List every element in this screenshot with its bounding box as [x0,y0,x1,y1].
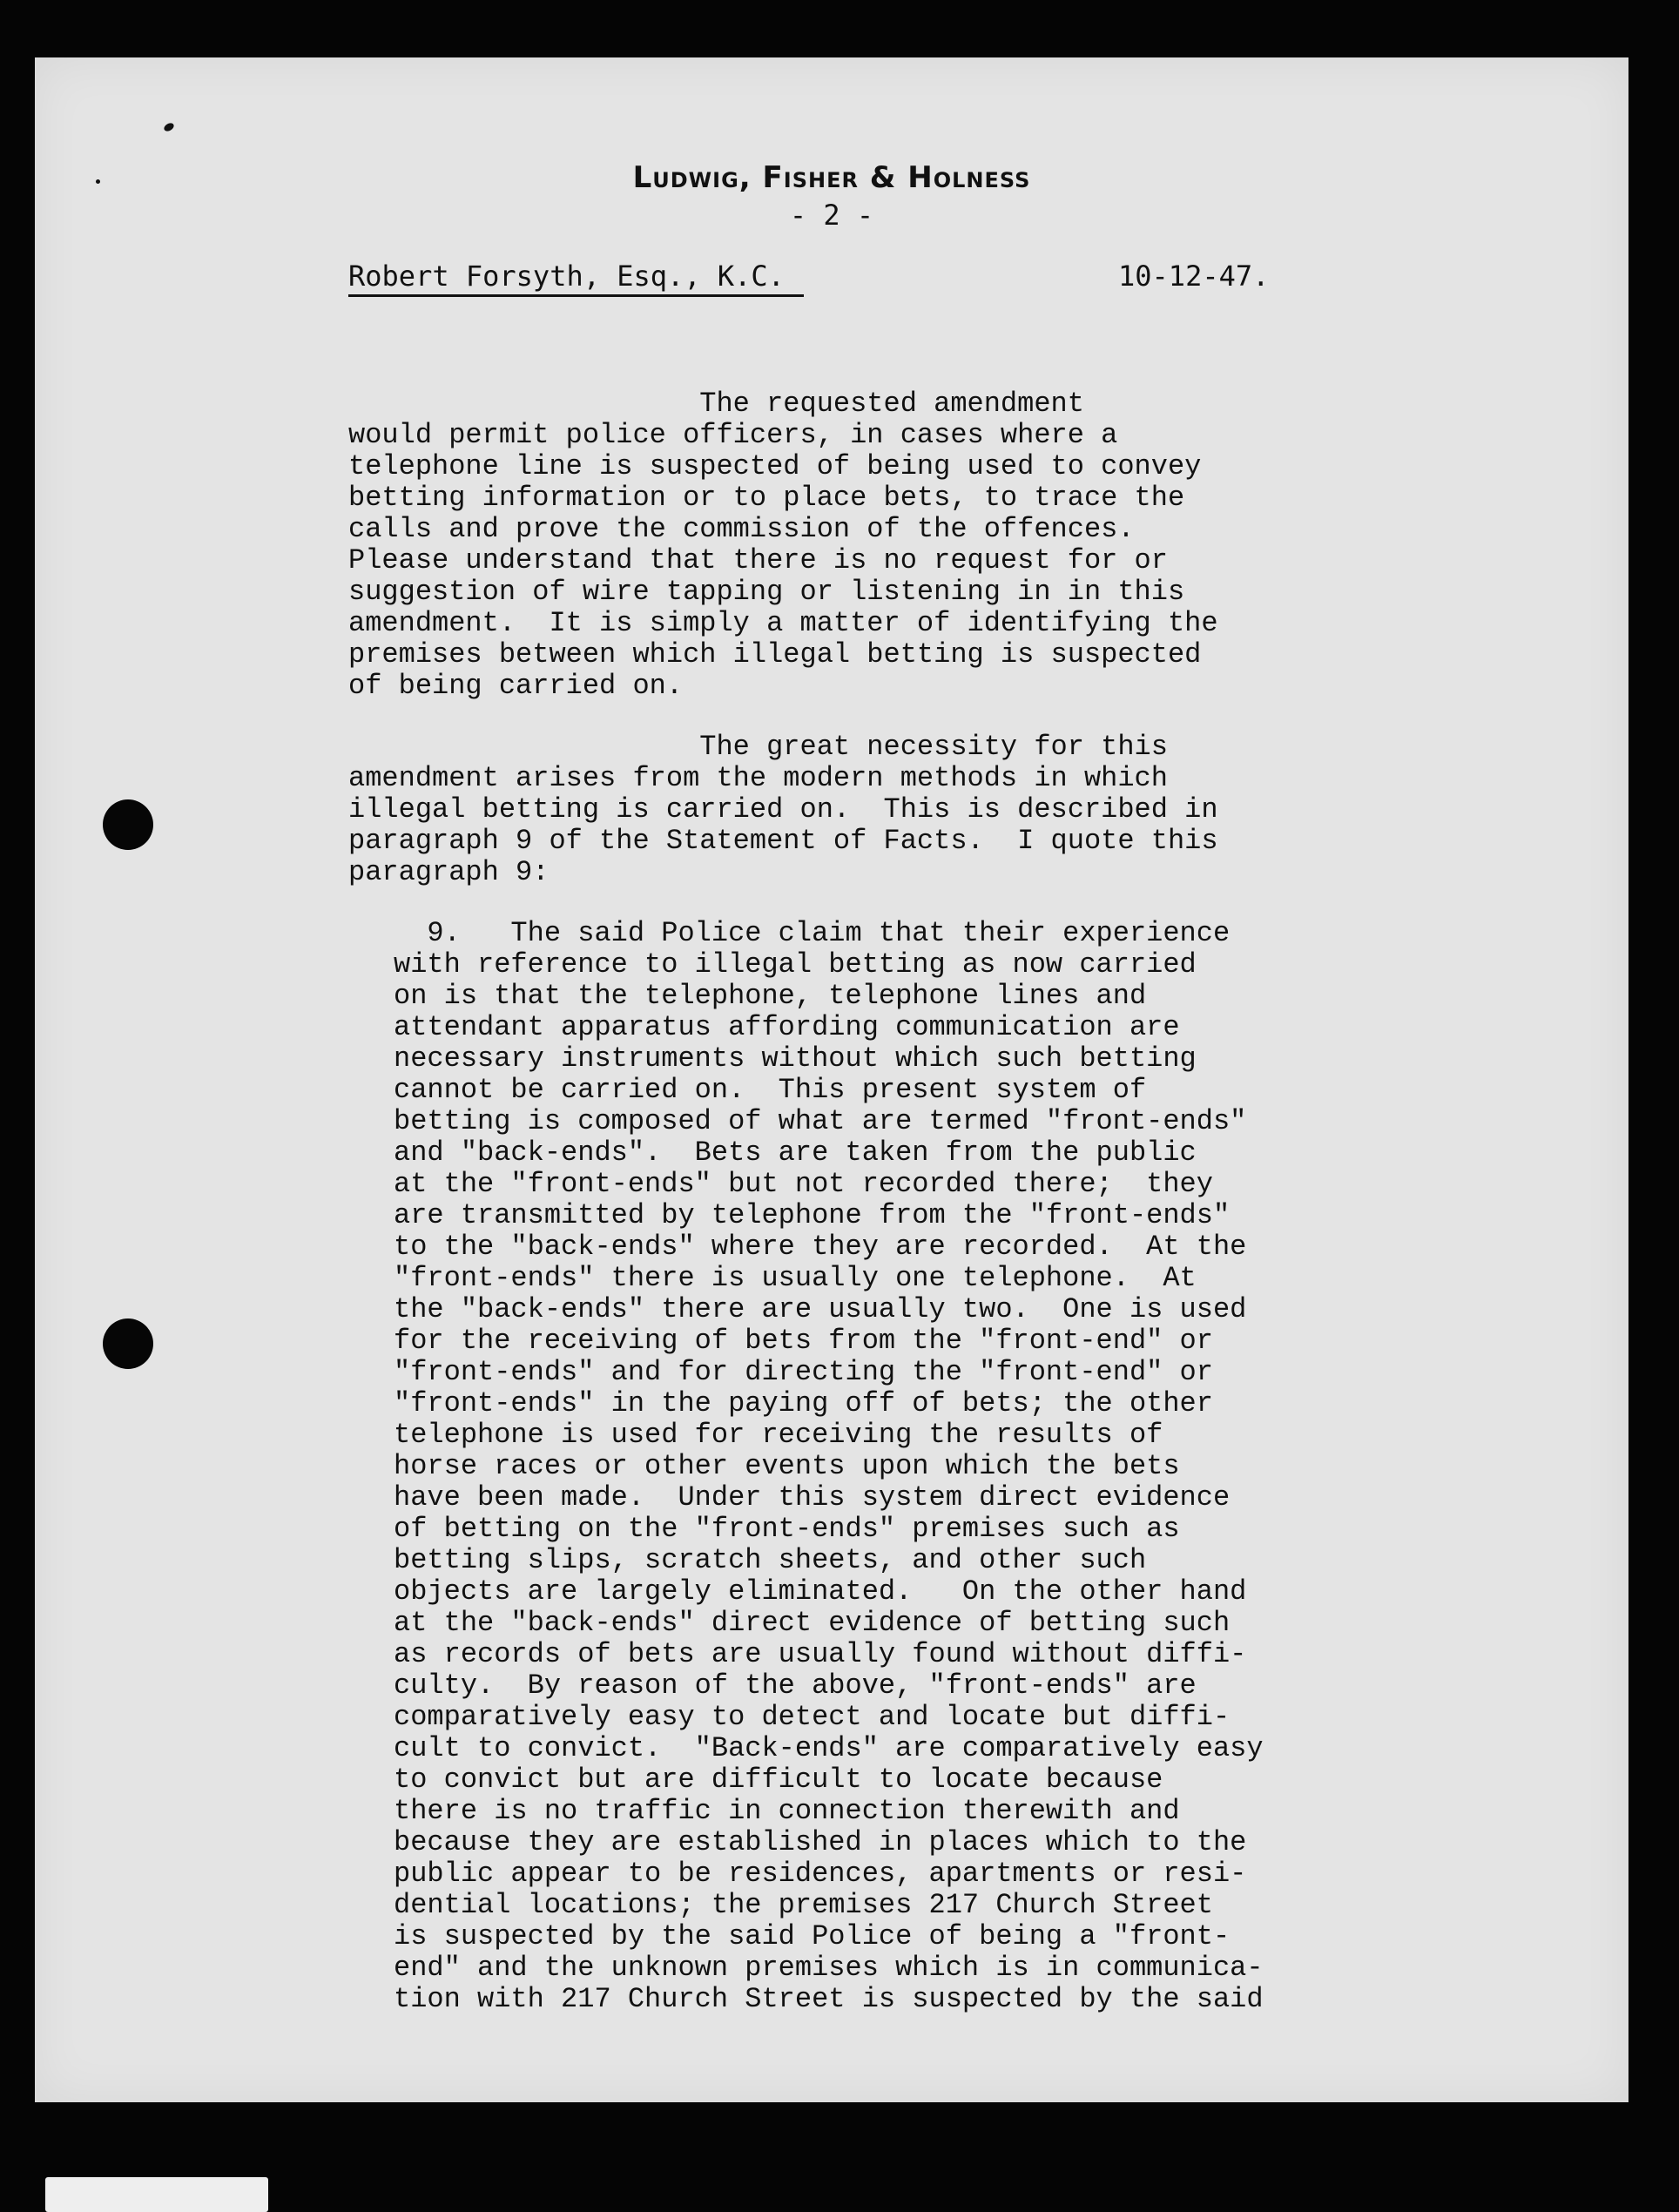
punch-hole [103,799,153,850]
letter-page [35,57,1628,2102]
letter-date: 10-12-47. [1118,260,1270,293]
addressee-line: Robert Forsyth, Esq., K.C. [348,260,804,297]
punch-hole [103,1318,153,1369]
body-paragraph-2: The great necessity for this amendment arises from the modern methods in which illegal betting is carried on. This is described in paragraph 9 of the Statement of Facts. I quote this paragraph 9: [348,731,1218,888]
paper-stub [45,2177,268,2212]
ink-speck [163,122,175,133]
letterhead-firm-name: Ludwig, Fisher & Holness [632,160,1031,195]
page-number: - 2 - [789,199,874,232]
quoted-paragraph-9: 9. The said Police claim that their experience with reference to illegal betting as now carried on is that the telephone, telephone lines and attendant apparatus affording communication are necessary instruments without which such betting cannot be carried on. This present system of betting is composed of what are termed "front-ends" and "back-ends". Bets are taken from the public at the "front-ends" but not recorded there; they are transmitted by telephone from the "front-ends" to the "back-ends" where they are recorded. At the "front-ends" there is usually one telephone. At the "back-ends" there are usually two. One is used for the receiving of bets from the "front-end" or "front-ends" and for directing the "front-end" or "front-ends" in the paying off of bets; the other telephone is used for receiving the results of horse races or other events upon which the bets have been made. Under this system direct evidence of betting on the "front-ends" premises such as betting slips, scratch sheets, and other such objects are largely eliminated. On the other hand at the "back-ends" direct evidence of betting such as records of bets are usually found without diffi- culty. By reason of the above, "front-ends" are comparatively easy to detect and locate but diffi- cult to convict. "Back-ends" are comparatively easy to convict but are difficult to locate because there is no traffic in connection therewith and because they are established in places which to the public appear to be residences, apartments or resi- dential locations; the premises 217 Church Street is suspected by the said Police of being a "front- end" and the unknown premises which is in communica- tion with 217 Church Street is suspected by the said [394,917,1264,2015]
body-paragraph-1: The requested amendment would permit police officers, in cases where a telephone line is suspected of being used to convey betting information or to place bets, to trace the calls and prove the commission of the offences. Please understand that there is no request for or suggestion of wire tapping or listening in in this amendment. It is simply a matter of identifying the premises between which illegal betting is suspected of being carried on. [348,388,1218,702]
